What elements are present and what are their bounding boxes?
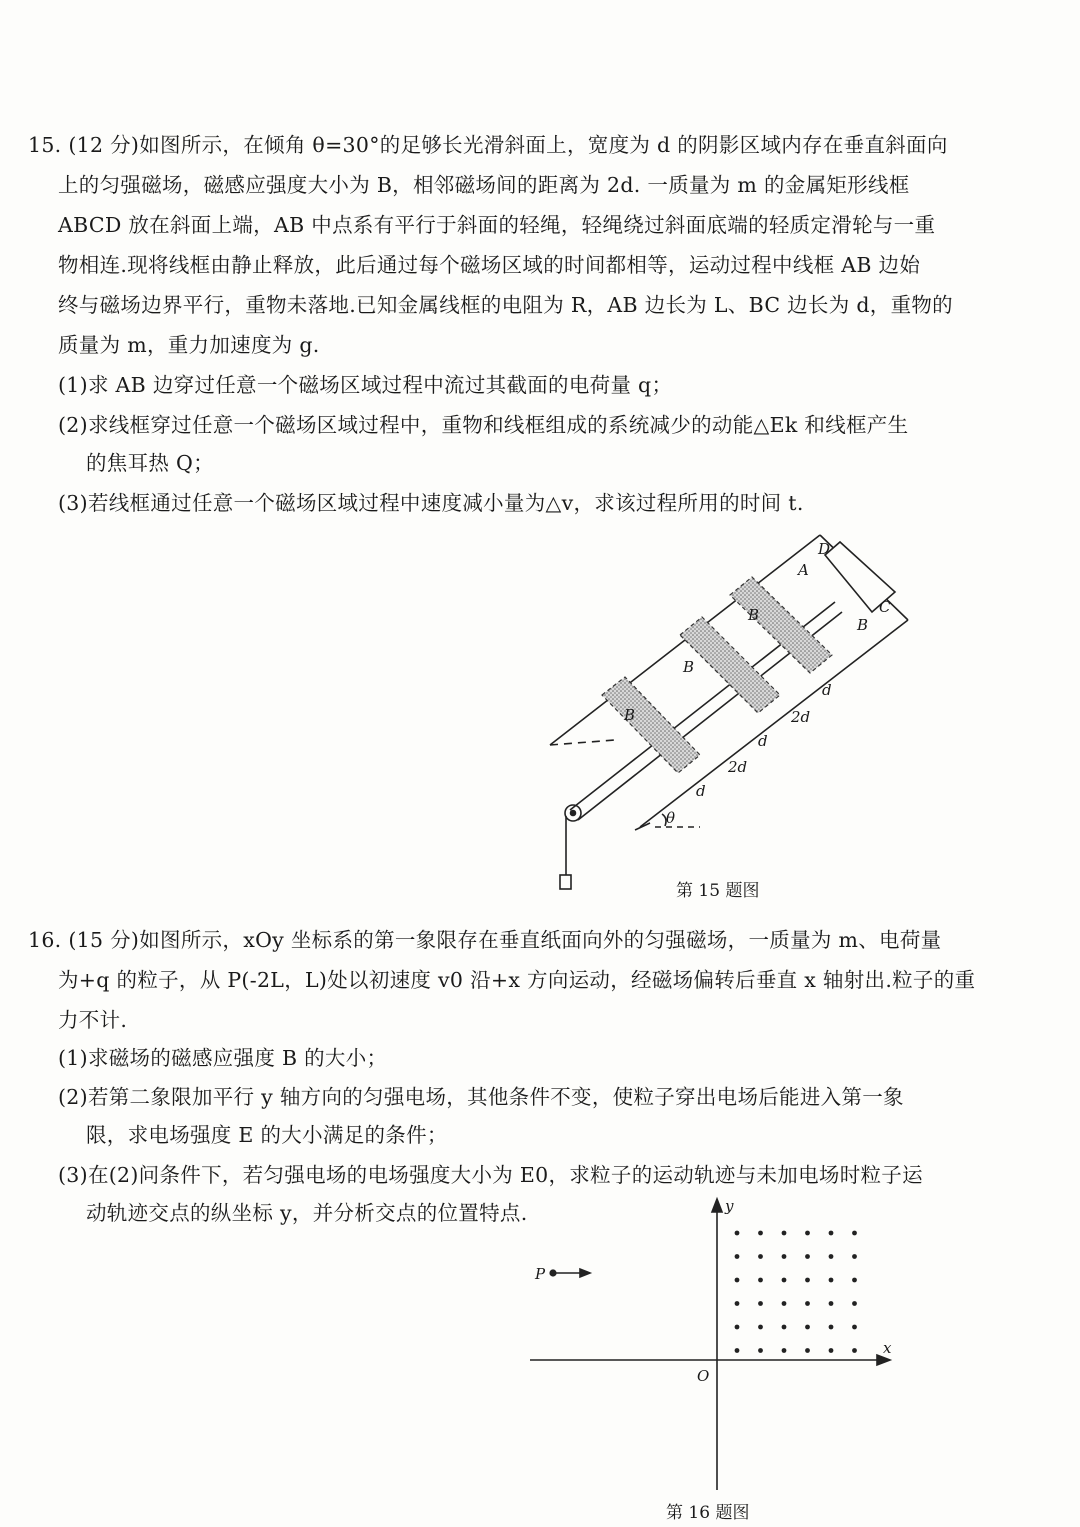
q15-sub-1: (1)求 AB 边穿过任意一个磁场区域过程中流过其截面的电荷量 q；: [58, 373, 673, 397]
field-dot: [782, 1254, 787, 1259]
field-dot: [735, 1325, 740, 1330]
q15-line-2: 上的匀强磁场，磁感应强度大小为 B，相邻磁场间的距离为 2d. 一质量为 m 的金属矩形线框: [58, 173, 910, 197]
label-field-B-2: B: [683, 658, 695, 676]
field-dot: [852, 1301, 857, 1306]
label-C: C: [879, 598, 891, 616]
q15-line-4: 物相连.现将线框由静止释放，此后通过每个磁场区域的时间都相等，运动过程中线框 AB 边始: [58, 253, 921, 277]
field-dot: [758, 1254, 763, 1259]
field-dot: [782, 1278, 787, 1283]
magnetic-field-dots: [735, 1231, 857, 1353]
q16-line-1: 16. (15 分)如图所示，xOy 坐标系的第一象限存在垂直纸面向外的匀强磁场，一质量为 m、电荷量: [28, 928, 942, 952]
field-dot: [735, 1254, 740, 1259]
label-y: y: [725, 1197, 734, 1215]
field-dot: [829, 1231, 834, 1236]
q16-line-3: 力不计.: [58, 1008, 128, 1032]
q16-sub-1: (1)求磁场的磁感应强度 B 的大小；: [58, 1046, 388, 1070]
q15-line-5: 终与磁场边界平行，重物未落地.已知金属线框的电阻为 R，AB 边长为 L、BC 边长为 d，重物的: [58, 293, 953, 317]
q15-line-6: 质量为 m，重力加速度为 g.: [58, 333, 320, 357]
figure-15-incline-diagram: [540, 530, 930, 900]
base-line: [635, 823, 650, 830]
q16-sub-2: (2)若第二象限加平行 y 轴方向的匀强电场，其他条件不变，使粒子穿出电场后能进入第一象: [58, 1085, 904, 1109]
figure-16-caption: 第 16 题图: [666, 1503, 750, 1523]
label-d-1: d: [822, 681, 832, 699]
field-dot: [829, 1348, 834, 1353]
label-P: P: [535, 1265, 546, 1283]
field-dot: [852, 1254, 857, 1259]
label-d-3: d: [696, 782, 706, 800]
label-x: x: [883, 1339, 892, 1357]
label-2d-1: 2d: [791, 708, 811, 726]
field-dot: [852, 1348, 857, 1353]
field-dot: [805, 1254, 810, 1259]
q16-sub-2-cont: 限，求电场强度 E 的大小满足的条件；: [86, 1123, 448, 1147]
field-dot: [758, 1301, 763, 1306]
field-dot: [782, 1348, 787, 1353]
q15-sub-2: (2)求线框穿过任意一个磁场区域过程中，重物和线框组成的系统减少的动能△Ek 和线框产生: [58, 413, 909, 437]
label-d-2: d: [758, 732, 768, 750]
field-dot: [782, 1325, 787, 1330]
field-band-2: [680, 617, 780, 713]
field-dot: [805, 1348, 810, 1353]
q15-line-3: ABCD 放在斜面上端，AB 中点系有平行于斜面的轻绳，轻绳绕过斜面底端的轻质定滑轮与一重: [58, 213, 936, 237]
field-dot: [735, 1278, 740, 1283]
hanging-weight: [560, 875, 571, 889]
field-dot: [735, 1301, 740, 1306]
field-band-3: [730, 577, 832, 673]
q15-sub-3: (3)若线框通过任意一个磁场区域过程中速度减小量为△v，求该过程所用的时间 t.: [58, 491, 804, 515]
incline-base-dashed: [550, 740, 615, 745]
field-dot: [852, 1325, 857, 1330]
label-B: B: [857, 616, 869, 634]
label-field-B-1: B: [748, 606, 760, 624]
field-band-1: [602, 677, 700, 773]
field-dot: [735, 1231, 740, 1236]
field-dot: [852, 1231, 857, 1236]
field-dot: [829, 1254, 834, 1259]
label-A: A: [798, 561, 809, 579]
field-dot: [758, 1278, 763, 1283]
velocity-arrow-head-icon: [580, 1269, 590, 1277]
q16-sub-3-cont: 动轨迹交点的纵坐标 y，并分析交点的位置特点.: [86, 1201, 528, 1225]
label-field-B-3: B: [624, 706, 636, 724]
field-dot: [829, 1325, 834, 1330]
label-2d-2: 2d: [728, 758, 748, 776]
figure-16-coordinate-diagram: [525, 1195, 905, 1495]
y-axis-arrow-icon: [712, 1199, 722, 1212]
q15-line-1: 15. (12 分)如图所示，在倾角 θ=30°的足够长光滑斜面上，宽度为 d 的阴影区域内存在垂直斜面向: [28, 133, 948, 157]
field-dot: [829, 1278, 834, 1283]
field-dot: [852, 1278, 857, 1283]
field-dot: [805, 1231, 810, 1236]
field-dot: [805, 1278, 810, 1283]
figure-15-caption: 第 15 题图: [676, 881, 760, 901]
field-dot: [758, 1231, 763, 1236]
field-dot: [758, 1348, 763, 1353]
field-dot: [735, 1348, 740, 1353]
field-dot: [758, 1325, 763, 1330]
field-dot: [805, 1301, 810, 1306]
q16-sub-3: (3)在(2)问条件下，若匀强电场的电场强度大小为 E0，求粒子的运动轨迹与未加电场时粒子运: [58, 1163, 923, 1187]
label-D: D: [818, 540, 831, 558]
field-dot: [829, 1301, 834, 1306]
label-O: O: [697, 1367, 710, 1385]
q15-sub-2-cont: 的焦耳热 Q；: [86, 451, 214, 475]
field-dot: [782, 1231, 787, 1236]
q16-line-2: 为+q 的粒子，从 P(-2L，L)处以初速度 v0 沿+x 方向运动，经磁场偏转后垂直 x 轴射出.粒子的重: [58, 968, 976, 992]
label-theta: θ: [666, 809, 676, 827]
field-dot: [782, 1301, 787, 1306]
field-dot: [805, 1325, 810, 1330]
